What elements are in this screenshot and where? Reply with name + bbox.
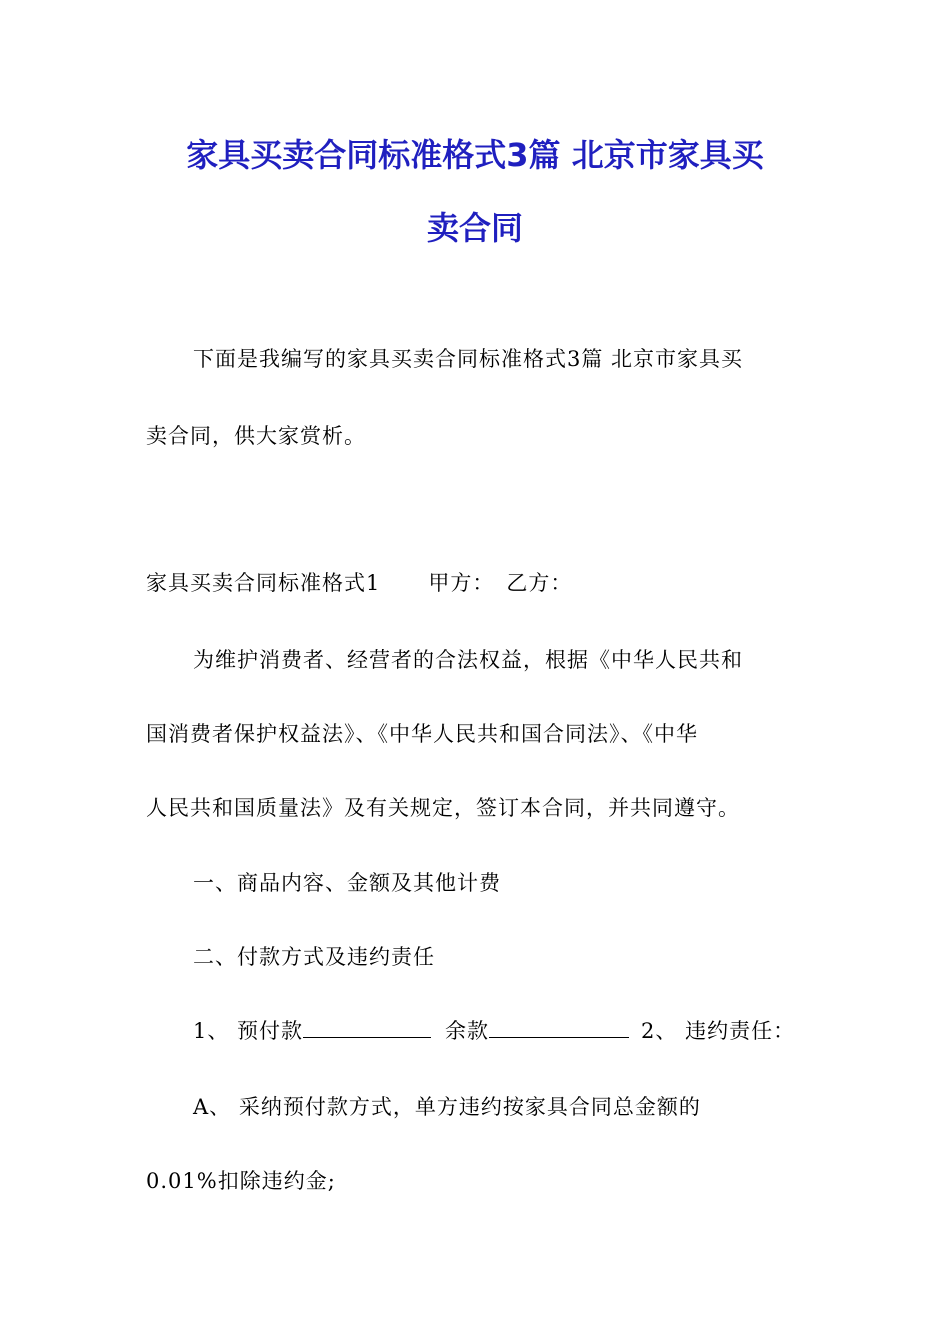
document-title-line-1: 家具买卖合同标准格式3篇 北京市家具买 (186, 136, 764, 174)
payment-row (193, 1016, 795, 1046)
section-heading-row (146, 568, 572, 598)
paragraph-1-line-3: 人民共和国质量法》及有关规定，签订本合同，并共同遵守。 (146, 796, 740, 820)
party-a-label: 甲方： (428, 571, 495, 595)
clause-a-line-1: A、 采纳预付款方式，单方违约按家具合同总金额的 (193, 1095, 701, 1119)
balance-blank (489, 1019, 629, 1038)
balance-label: 余款 (445, 1019, 490, 1043)
paragraph-1-line-2: 国消费者保护权益法》、《中华人民共和国合同法》、《中华 (146, 722, 698, 746)
document-title-line-2: 卖合同 (426, 209, 523, 247)
liability-label: 2、 违约责任： (641, 1019, 796, 1043)
prepayment-label: 1、 预付款 (193, 1019, 304, 1043)
prepayment-blank (303, 1019, 431, 1038)
party-b-label: 乙方： (506, 571, 573, 595)
section-heading: 家具买卖合同标准格式1 (146, 571, 381, 595)
clause-1: 一、商品内容、金额及其他计费 (193, 871, 501, 895)
intro-line-2: 卖合同，供大家赏析。 (146, 424, 366, 448)
clause-2: 二、付款方式及违约责任 (193, 945, 435, 969)
paragraph-1-line-1: 为维护消费者、经营者的合法权益，根据《中华人民共和 (193, 648, 743, 672)
intro-line-1: 下面是我编写的家具买卖合同标准格式3篇 北京市家具买 (193, 347, 744, 371)
clause-a-line-2: 0.01%扣除违约金; (146, 1169, 336, 1193)
